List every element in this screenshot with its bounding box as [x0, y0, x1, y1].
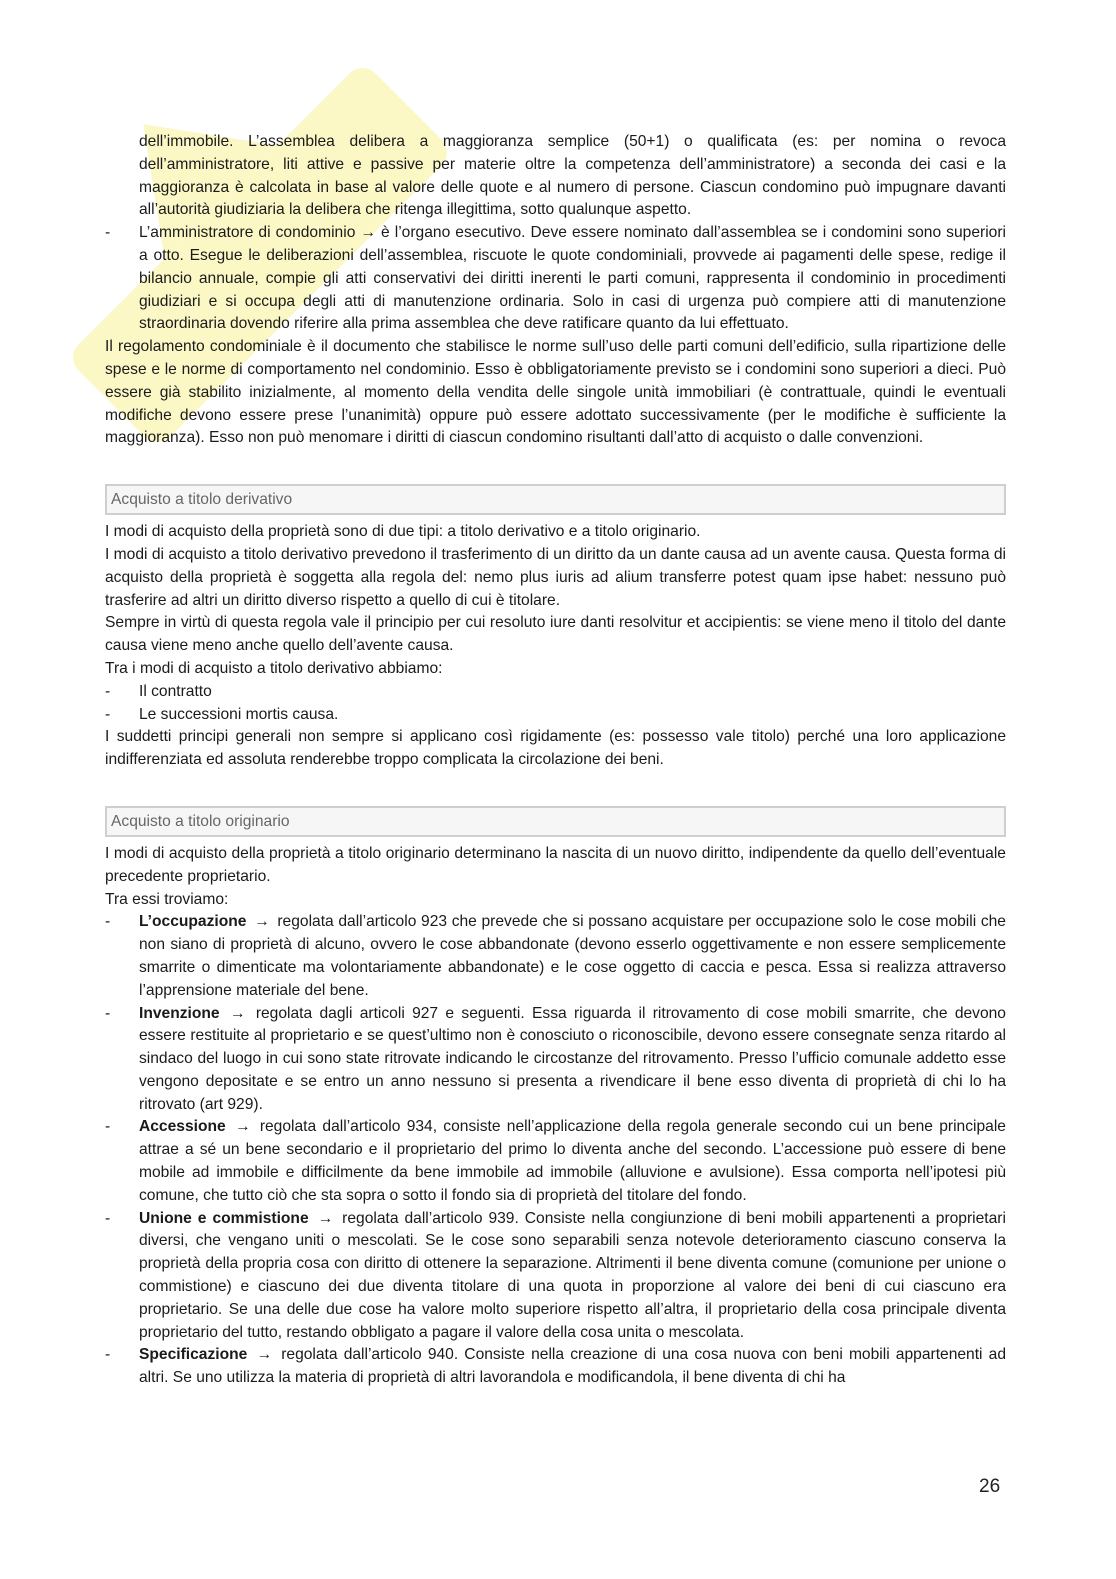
list-item [105, 681, 1006, 704]
term-description: regolata dagli articoli 927 e seguenti. Essa riguarda il ritrovamento di cose mobili smarrite, che devono essere restituite al proprietario e se quest’ultimo non è conosciuto o riconoscibile, devono essere consegnate senza ritardo al sindaco del luogo in cui sono state ritrovate indicando le circostanze del ritrovamento. Presso l’ufficio comunale addetto esse vengono depositate e se entro un anno nessuno si presenta a rivendicare il bene esso diventa di proprietà di chi lo ha ritrovato (art 929). [139, 1004, 1006, 1113]
list-item-text: Le successioni mortis causa. [139, 705, 339, 723]
paragraph: Tra i modi di acquisto a titolo derivativo abbiamo: [105, 659, 443, 677]
document-body [105, 131, 1006, 1390]
term-specificazione: Specificazione [139, 1346, 248, 1364]
arrow-icon: → [256, 1346, 273, 1364]
arrow-icon: → [254, 913, 270, 931]
paragraph: Tra essi troviamo: [105, 890, 229, 908]
term-occupazione: L’occupazione [139, 913, 247, 931]
list-item [105, 1208, 1006, 1345]
list-item [105, 704, 1006, 727]
list-item [105, 911, 1006, 1002]
arrow-icon: → [229, 1004, 246, 1022]
term-invenzione: Invenzione [139, 1004, 220, 1022]
section-heading-derivativo: Acquisto a titolo derivativo [105, 484, 1006, 515]
term-unione-commistione: Unione e commistione [139, 1209, 309, 1227]
regolamento-paragraph: Il regolamento condominiale è il documento che stabilisce le norme sull’uso delle parti comuni dell’edificio, sulla ripartizione delle spese e le norme di comportamento nel condominio. Esso è obbligatoriamente previsto se i condomini sono superiori a dieci. Può essere già stabilito inizialmente, al momento della vendita delle singole unità immobiliari (è contrattuale, quindi le eventuali modifiche devono essere prese l’unanimità) oppure può essere adottato successivamente (per le modifiche è sufficiente la maggioranza). Esso non può menomare i diritti di ciascun condomino risultanti dall’atto di acquisto o dalle convenzioni. [105, 338, 1006, 447]
list-marker: - [105, 1209, 111, 1227]
list-marker: - [105, 1004, 111, 1022]
admin-item-text: L’amministratore di condominio → è l’organo esecutivo. Deve essere nominato dall’assemblea se i condomini sono superiori a otto. Esegue le deliberazioni dell’assemblea, riscuote le quote condominiali, provvede ai pagamenti delle spese, redige il bilancio annuale, compie gli atti conservativi dei diritti inerenti le parti comuni, rappresenta il condominio in procedimenti giudiziari e si occupa degli atti di manutenzione ordinaria. Solo in casi di urgenza può compiere atti di manutenzione straordinaria dovendo riferire alla prima assemblea che deve ratificare quanto da lui effettuato. [139, 224, 1006, 333]
list-marker: - [105, 224, 111, 242]
intro-continuation: dell’immobile. L’assemblea delibera a maggioranza semplice (50+1) o qualificata (es: per nomina o revoca dell’amministratore, liti attive e passive per materie oltre la competenza dell’amministratore) a seconda dei casi e la maggioranza è calcolata in base al valore delle quote e al numero di persone. Ciascun condomino può impugnare davanti all’autorità giudiziaria la delibera che ritenga illegittima, sotto qualunque aspetto. [139, 133, 1006, 219]
list-item [105, 1116, 1006, 1207]
term-description: regolata dall’articolo 940. Consiste nella creazione di una cosa nuova con beni mobili appartenenti ad altri. Se uno utilizza la materia di proprietà di altri lavorandola e modificandola, il bene diventa di chi ha [139, 1346, 1006, 1387]
paragraph: I modi di acquisto della proprietà sono di due tipi: a titolo derivativo e a titolo originario. [105, 523, 701, 541]
term-description: regolata dall’articolo 934, consiste nell’applicazione della regola generale secondo cui un bene principale attrae a sé un bene secondario e il proprietario del primo lo diventa anche del secondo. L’accessione può essere di bene mobile ad immobile e difficilmente da bene immobile ad immobile (alluvione e avulsione). Essa comporta nell’ipotesi più comune, che tutto ciò che sta sopra o sotto il fondo sia di proprietà del titolare del fondo. [139, 1118, 1006, 1204]
list-item-text: Il contratto [139, 682, 212, 700]
page-number: 26 [979, 1476, 1001, 1497]
list-item [105, 1344, 1006, 1390]
term-description: regolata dall’articolo 923 che prevede che si possano acquistare per occupazione solo le cose mobili che non siano di proprietà di alcuno, ovvero le cose abbandonate (devono esserlo oggettivamente e non essere semplicemente smarrite o dimenticate ma volontariamente abbandonate) e le cose oggetto di caccia e pesca. Essa si realizza attraverso l’apprensione materiale del bene. [139, 913, 1006, 999]
paragraph: I modi di acquisto della proprietà a titolo originario determinano la nascita di un nuovo diritto, indipendente da quello dell’eventuale precedente proprietario. [105, 844, 1006, 885]
list-item [105, 222, 1006, 336]
list-marker: - [105, 1346, 111, 1364]
list-item [105, 1003, 1006, 1117]
list-marker: - [105, 1118, 111, 1136]
term-description: regolata dall’articolo 939. Consiste nella congiunzione di beni mobili appartenenti a proprietari diversi, che vengano uniti o mescolati. Se le cose sono separabili senza notevole deterioramento ciascuno conserva la proprietà della propria cosa con diritto di ottenere la separazione. Altrimenti il bene diventa comune (comunione per unione o commistione) e ciascuno dei due diventa titolare di una quota in proporzione al valore dei beni di cui ciascuno era proprietario. Se una delle due cose ha valore molto superiore rispetto all’altra, il proprietario della cosa principale diventa proprietario del tutto, restando obbligato a pagare il valore della cosa unita o mescolata. [139, 1209, 1006, 1341]
arrow-icon: → [317, 1209, 334, 1227]
paragraph: Sempre in virtù di questa regola vale il principio per cui resoluto iure danti resolvitur et accipientis: se viene meno il titolo del dante causa viene meno anche quello dell’avente causa. [105, 614, 1006, 655]
list-marker: - [105, 705, 111, 723]
list-marker: - [105, 913, 111, 931]
list-marker: - [105, 682, 111, 700]
paragraph: I suddetti principi generali non sempre si applicano così rigidamente (es: possesso vale titolo) perché una loro applicazione indifferenziata ed assoluta renderebbe troppo complicata la circolazione dei beni. [105, 728, 1006, 769]
arrow-icon: → [234, 1118, 251, 1136]
section-heading-originario: Acquisto a titolo originario [105, 806, 1006, 837]
term-accessione: Accessione [139, 1118, 226, 1136]
paragraph: I modi di acquisto a titolo derivativo prevedono il trasferimento di un diritto da un dante causa ad un avente causa. Questa forma di acquisto della proprietà è soggetta alla regola del: nemo plus iuris ad alium transferre potest quam ipse habet: nessuno può trasferire ad altri un diritto diverso rispetto a quello di cui è titolare. [105, 545, 1006, 609]
